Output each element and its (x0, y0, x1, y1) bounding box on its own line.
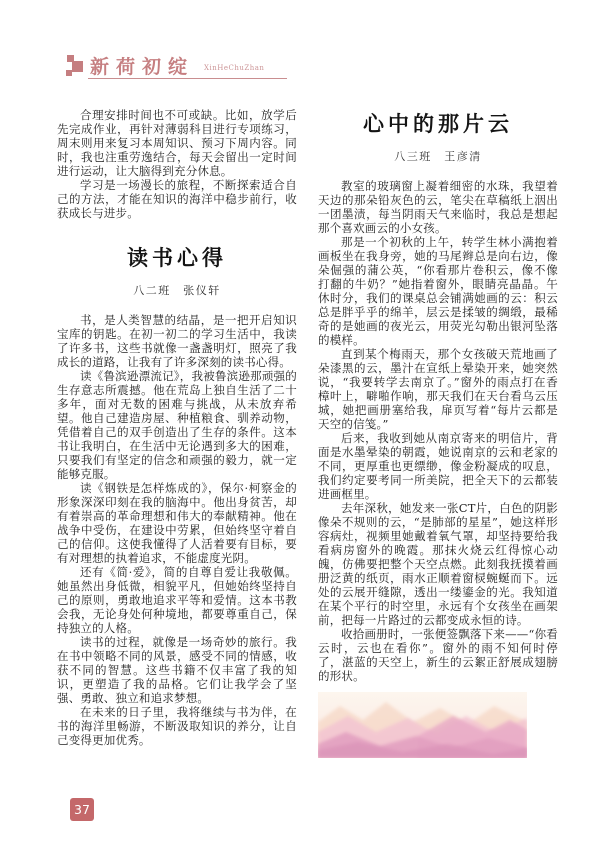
intro-paragraph: 学习是一场漫长的旅程，不断探索适合自己的方法，才能在知识的海洋中稳步前行，收获成长与进步。 (57, 178, 297, 220)
right-column (318, 108, 558, 758)
magazine-title-pinyin: XinHeChuZhan (204, 64, 265, 72)
article-paragraph: 在未来的日子里，我将继续与书为伴，在书的海洋里畅游，不断汲取知识的养分，让自己变得更加优秀。 (57, 705, 297, 747)
page-number-badge: 37 (70, 798, 94, 821)
watercolor-mountains-image (318, 692, 527, 758)
article-title-cloud: 心中的那片云 (363, 111, 513, 136)
article-title-reading-notes: 读书心得 (127, 245, 227, 270)
article-paragraph: 还有《简·爱》，简的自尊自爱让我敬佩。她虽然出身低微，相貌平凡，但她始终坚持自己的原则，勇敢地追求平等和爱情。这本书教会我，无论身处何种境地，都要尊重自己，保持独立的人格。 (57, 565, 297, 635)
article-paragraph: 读《钢铁是怎样炼成的》，保尔·柯察金的形象深深印刻在我的脑海中。他出身贫苦，却有着崇高的革命理想和伟大的奉献精神。他在战争中受伤，在建设中劳累，但始终坚守着自己的信仰。这使我懂得了人活着要有目标，要有对理想的执着追求，不能虚度光阴。 (57, 481, 297, 565)
article-paragraph: 直到某个梅雨天，那个女孩破天荒地画了朵漆黑的云，墨汁在宣纸上晕染开来，她突然说，“我要转学去南京了。”窗外的雨点打在香樟叶上，噼啪作响，那天我们在天台看乌云压城，她把画册塞给我，扉页写着“每片云都是天空的信笺。” (318, 347, 558, 431)
article-paragraph: 那是一个初秋的上午，转学生林小满抱着画板坐在我身旁，她的马尾辫总是向右边，像朵倔强的蒲公英，“你看那片卷积云，像不像打翻的牛奶？”她指着窗外，眼睛亮晶晶。午休时分，我们的课桌总会铺满她画的云：积云总是胖乎乎的绵羊，层云是揉皱的绸缎，最稀奇的是她画的夜光云，用荧光勾勒出银河坠落的模样。 (318, 235, 558, 347)
article-paragraph: 读《鲁滨逊漂流记》，我被鲁滨逊那顽强的生存意志所震撼。他在荒岛上独自生活了二十多年，面对无数的困难与挑战，从未放弃希望。他自己建造房屋、种植粮食、驯养动物，凭借着自己的双手创造出了生存的条件。这本书让我明白，在生活中无论遇到多大的困难，只要我们有坚定的信念和顽强的毅力，就一定能够克服。 (57, 369, 297, 481)
magazine-title: 新荷初绽 (90, 56, 195, 78)
article-paragraph: 去年深秋，她发来一张CT片，白色的阴影像朵不规则的云，“是肺部的星星”，她这样形容病灶，视频里她戴着氧气罩，却坚持要给我看病房窗外的晚霞。那抹火烧云红得惊心动魄，仿佛要把整个天空点燃。此刻我抚摸着画册泛黄的纸页，雨水正顺着窗棂蜿蜒而下。远处的云展开缝隙，透出一缕鎏金的光。我知道在某个平行的时空里，永远有个女孩坐在画架前，把每一片路过的云都变成永恒的诗。 (318, 501, 558, 627)
article-paragraph: 读书的过程，就像是一场奇妙的旅行。我在书中领略不同的风景，感受不同的情感，收获不同的智慧。这些书籍不仅丰富了我的知识，更塑造了我的品格。它们让我学会了坚强、勇敢、独立和追求梦想。 (57, 635, 297, 705)
article-byline: 八二班 张仪轩 (133, 284, 221, 297)
article-paragraph: 收拾画册时，一张便签飘落下来——“你看云时，云也在看你”。窗外的雨不知何时停了，湛蓝的天空上，新生的云絮正舒展成翅膀的形状。 (318, 627, 558, 683)
article-paragraph: 书，是人类智慧的结晶，是一把开启知识宝库的钥匙。在初一初二的学习生活中，我读了许多书，这些书就像一盏盏明灯，照亮了我成长的道路，让我有了许多深刻的读书心得。 (57, 313, 297, 369)
article-paragraph: 后来，我收到她从南京寄来的明信片，背面是水墨晕染的朝霞，她说南京的云和老家的不同，更厚重也更缥缈，像金粉凝成的叹息，我们约定要考同一所美院，把全天下的云都装进画框里。 (318, 431, 558, 501)
article-byline: 八三班 王彦清 (394, 150, 482, 163)
intro-paragraph: 合理安排时间也不可或缺。比如，放学后先完成作业，再针对薄弱科目进行专项练习，周末则用来复习本周知识、预习下周内容。同时，我也注重劳逸结合，每天会留出一定时间进行运动，让大脑得到充分休息。 (57, 108, 297, 178)
article-paragraph: 教室的玻璃窗上凝着细密的水珠，我望着天边的那朵铅灰色的云，笔尖在草稿纸上洇出一团墨渍，每当阴雨天气来临时，我总是想起那个喜欢画云的小女孩。 (318, 179, 558, 235)
left-column (57, 108, 297, 747)
page-header (66, 52, 296, 86)
header-divider-line (88, 78, 287, 79)
logo-mosaic-icon (66, 55, 84, 77)
